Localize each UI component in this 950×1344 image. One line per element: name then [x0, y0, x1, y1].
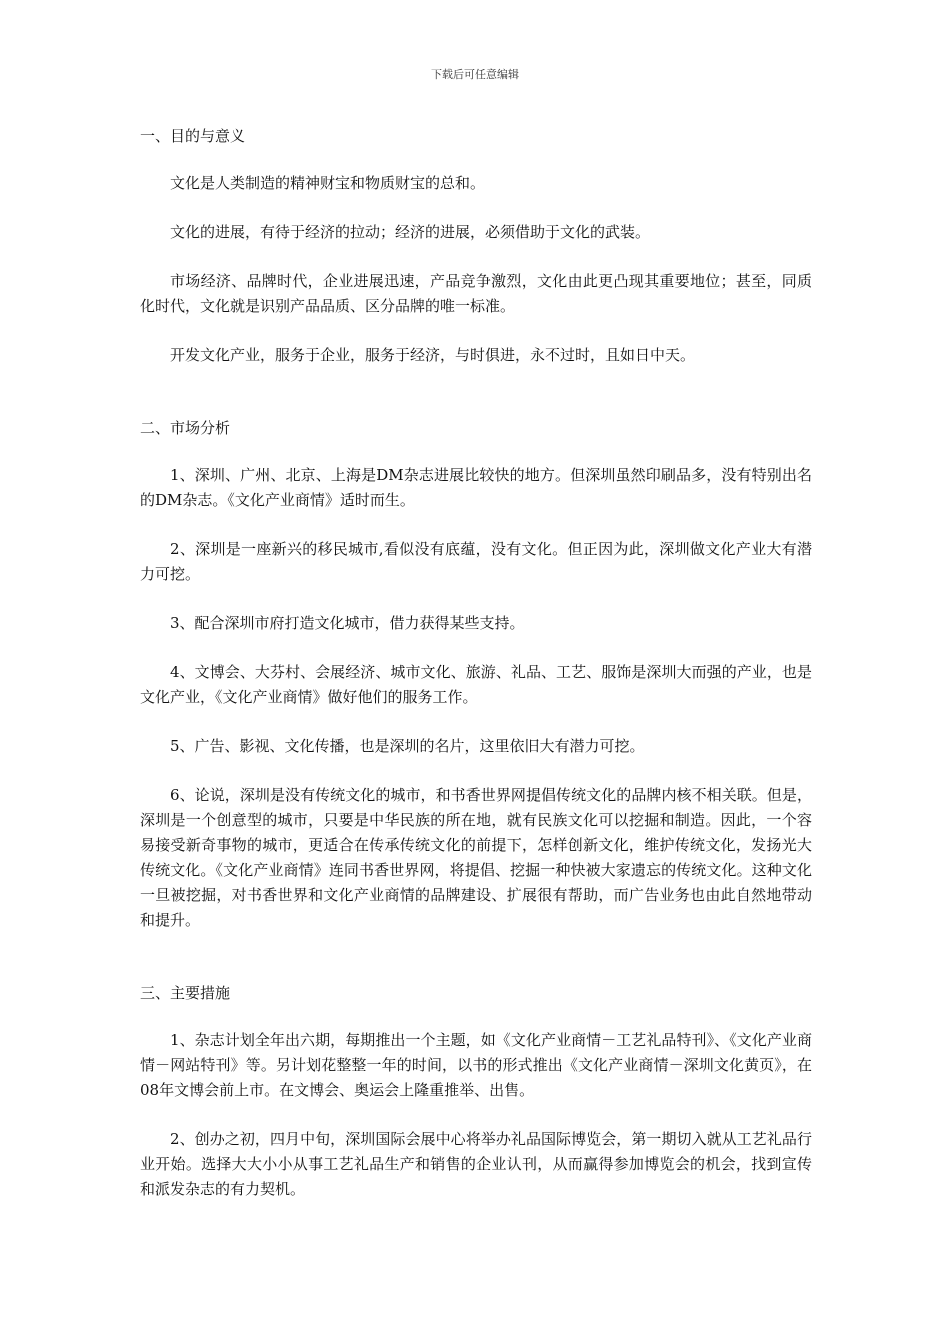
- paragraph: 3、配合深圳市府打造文化城市，借力获得某些支持。: [170, 614, 525, 632]
- section-title: 一、目的与意义: [140, 127, 246, 145]
- section-market-analysis: [140, 416, 812, 933]
- section-title: 二、市场分析: [140, 419, 231, 437]
- paragraph: 文化的进展，有待于经济的拉动；经济的进展，必须借助于文化的武装。: [170, 223, 651, 241]
- header-note: 下载后可任意编辑: [431, 68, 519, 81]
- paragraph: 2、创办之初，四月中旬，深圳国际会展中心将举办礼品国际博览会，第一期切入就从工艺礼品行业开始。选择大大小小从事工艺礼品生产和销售的企业认刊，从而赢得参加博览会的机会，找到宣传和派发杂志的有力契机。: [140, 1130, 812, 1198]
- paragraph: 4、文博会、大芬村、会展经济、城市文化、旅游、礼品、工艺、服饰是深圳大而强的产业，也是文化产业，《文化产业商情》做好他们的服务工作。: [140, 663, 812, 706]
- paragraph: 6、论说，深圳是没有传统文化的城市，和书香世界网提倡传统文化的品牌内核不相关联。但是，深圳是一个创意型的城市，只要是中华民族的所在地，就有民族文化可以挖掘和制造。因此，一个容易接受新奇事物的城市，更适合在传承传统文化的前提下，怎样创新文化，维护传统文化，发扬光大传统文化。《文化产业商情》连同书香世界网，将提倡、挖掘一种快被大家遗忘的传统文化。这种文化一旦被挖掘，对书香世界和文化产业商情的品牌建设、扩展很有帮助，而广告业务也由此自然地带动和提升。: [140, 786, 812, 929]
- paragraph: 2、深圳是一座新兴的移民城市,看似没有底蕴，没有文化。但正因为此，深圳做文化产业大有潜力可挖。: [140, 540, 812, 583]
- paragraph: 开发文化产业，服务于企业，服务于经济，与时俱进，永不过时，且如日中天。: [170, 346, 696, 364]
- paragraph: 1、杂志计划全年出六期，每期推出一个主题，如《文化产业商情－工艺礼品特刊》、《文化产业商情－网站特刊》等。另计划花整整一年的时间，以书的形式推出《文化产业商情－深圳文化黄页》，在08年文博会前上市。在文博会、奥运会上隆重推举、出售。: [140, 1031, 812, 1099]
- document-body: [140, 124, 812, 1202]
- paragraph: 市场经济、品牌时代，企业进展迅速，产品竞争激烈，文化由此更凸现其重要地位；甚至，同质化时代，文化就是识别产品品质、区分品牌的唯一标准。: [140, 272, 812, 315]
- section-main-measures: [140, 981, 812, 1202]
- paragraph: 文化是人类制造的精神财宝和物质财宝的总和。: [170, 174, 486, 192]
- paragraph: 5、广告、影视、文化传播，也是深圳的名片，这里依旧大有潜力可挖。: [170, 737, 645, 755]
- section-purpose: [140, 124, 812, 368]
- section-title: 三、主要措施: [140, 984, 231, 1002]
- paragraph: 1、深圳、广州、北京、上海是DM杂志进展比较快的地方。但深圳虽然印刷品多，没有特别出名的DM杂志。《文化产业商情》适时而生。: [140, 466, 812, 509]
